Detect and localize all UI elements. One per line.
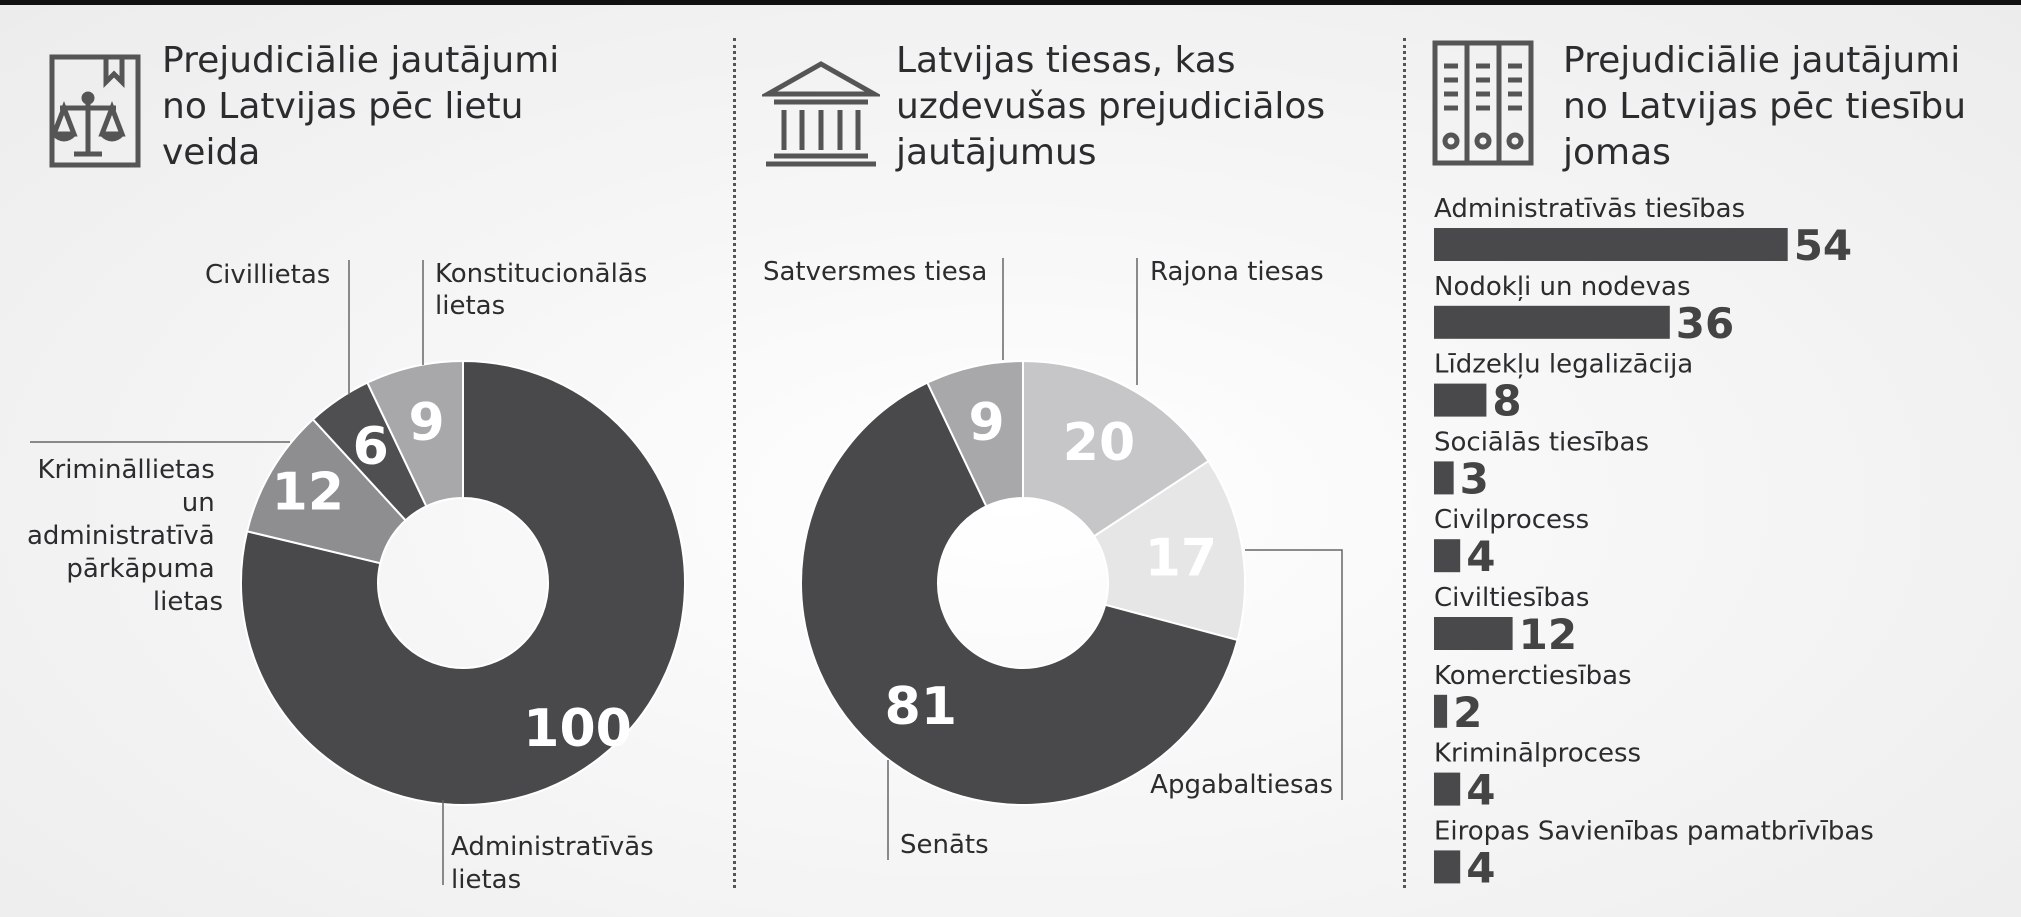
bar-label-socialas-tiesibas: Sociālās tiesības bbox=[1434, 427, 1649, 458]
bar-label-civilprocess: Civilprocess bbox=[1434, 505, 1590, 536]
bar-label-nodokli-un-nodevas: Nodokļi un nodevas bbox=[1434, 271, 1691, 302]
value-satversmes-tiesa: 9 bbox=[968, 393, 1005, 454]
label-administrativas-line2: lietas bbox=[451, 865, 522, 895]
bar-eiropas-savienibas-pamatbrivibas bbox=[1434, 850, 1460, 883]
bar-civiltiesibas bbox=[1434, 617, 1513, 650]
bar-socialas-tiesibas bbox=[1434, 461, 1454, 494]
bar-label-administrativas-tiesibas: Administratīvās tiesības bbox=[1434, 194, 1746, 224]
label-satversmes: Satversmes tiesa bbox=[763, 257, 988, 287]
label-kriminallietas bbox=[27, 455, 223, 617]
bar-nodokli-un-nodevas bbox=[1434, 306, 1670, 339]
donut-chart-case-types bbox=[0, 0, 735, 917]
bar-civilprocess bbox=[1434, 539, 1460, 572]
bar-komerctiesibas bbox=[1434, 695, 1447, 728]
value-konstitucionalas-lietas: 9 bbox=[408, 393, 445, 454]
label-civillietas: Civillietas bbox=[205, 260, 331, 290]
panel2-title: Latvijas tiesas, kas uzdevušas prejudiciālos jautājumus bbox=[896, 40, 1326, 173]
label-apgabaltiesas: Apgabaltiesas bbox=[1150, 770, 1333, 800]
label-kriminallietas-line3: administratīvā bbox=[26, 521, 215, 551]
value-kriminallietas-un-administrativa-parkapuma-lietas: 12 bbox=[271, 462, 345, 523]
bar-value-administrativas-tiesibas: 54 bbox=[1793, 221, 1853, 270]
label-kriminallietas-line1: Krimināllietas bbox=[37, 455, 215, 485]
bar-value-civilprocess: 4 bbox=[1466, 532, 1496, 582]
bar-chart-legal-areas bbox=[1405, 0, 2021, 917]
label-konstitucionalas-line1: Konstitucionālās bbox=[435, 259, 648, 289]
label-senats: Senāts bbox=[900, 830, 989, 860]
leader-line-apgabaltiesas bbox=[1245, 550, 1342, 800]
bar-administrativas-tiesibas bbox=[1434, 228, 1788, 261]
panel3-title: Prejudiciālie jautājumi no Latvijas pēc tiesību jomas bbox=[1563, 40, 1967, 173]
label-konstitucionalas bbox=[435, 259, 656, 321]
bar-value-nodokli-un-nodevas: 36 bbox=[1675, 298, 1735, 348]
label-administrativas-line1: Administratīvās bbox=[451, 832, 654, 862]
value-rajona-tiesas: 20 bbox=[1062, 413, 1136, 474]
bar-value-lidzeklu-legalizacija: 8 bbox=[1492, 376, 1522, 426]
label-kriminallietas-line5: lietas bbox=[152, 587, 223, 617]
bar-label-eiropas-savienibas-pamatbrivibas: Eiropas Savienības pamatbrīvības bbox=[1434, 816, 1874, 847]
bar-value-socialas-tiesibas: 3 bbox=[1459, 454, 1489, 504]
bar-label-lidzeklu-legalizacija: Līdzekļu legalizācija bbox=[1434, 349, 1694, 380]
bar-label-kriminalprocess: Kriminālprocess bbox=[1434, 738, 1642, 769]
bar-lidzeklu-legalizacija bbox=[1434, 384, 1486, 417]
label-kriminallietas-line2: un bbox=[181, 488, 215, 518]
bar-value-eiropas-savienibas-pamatbrivibas: 4 bbox=[1466, 843, 1496, 893]
value-senats: 81 bbox=[884, 677, 958, 738]
bar-label-komerctiesibas: Komerctiesības bbox=[1434, 660, 1632, 691]
donut-chart-courts bbox=[735, 0, 1403, 917]
label-konstitucionalas-line2: lietas bbox=[435, 291, 506, 321]
label-rajona: Rajona tiesas bbox=[1150, 257, 1324, 287]
label-administrativas bbox=[451, 832, 662, 895]
label-kriminallietas-line4: pārkāpuma bbox=[66, 554, 215, 584]
bar-kriminalprocess bbox=[1434, 773, 1460, 806]
value-civillietas: 6 bbox=[352, 417, 389, 478]
panel1-title: Prejudiciālie jautājumi no Latvijas pēc lietu veida bbox=[162, 40, 560, 173]
value-apgabaltiesas: 17 bbox=[1144, 528, 1218, 589]
bar-value-civiltiesibas: 12 bbox=[1518, 610, 1578, 659]
bar-label-civiltiesibas: Civiltiesības bbox=[1434, 583, 1590, 613]
bar-value-komerctiesibas: 2 bbox=[1453, 687, 1483, 737]
value-administrativas-lietas: 100 bbox=[523, 699, 632, 760]
bar-value-kriminalprocess: 4 bbox=[1466, 765, 1496, 815]
